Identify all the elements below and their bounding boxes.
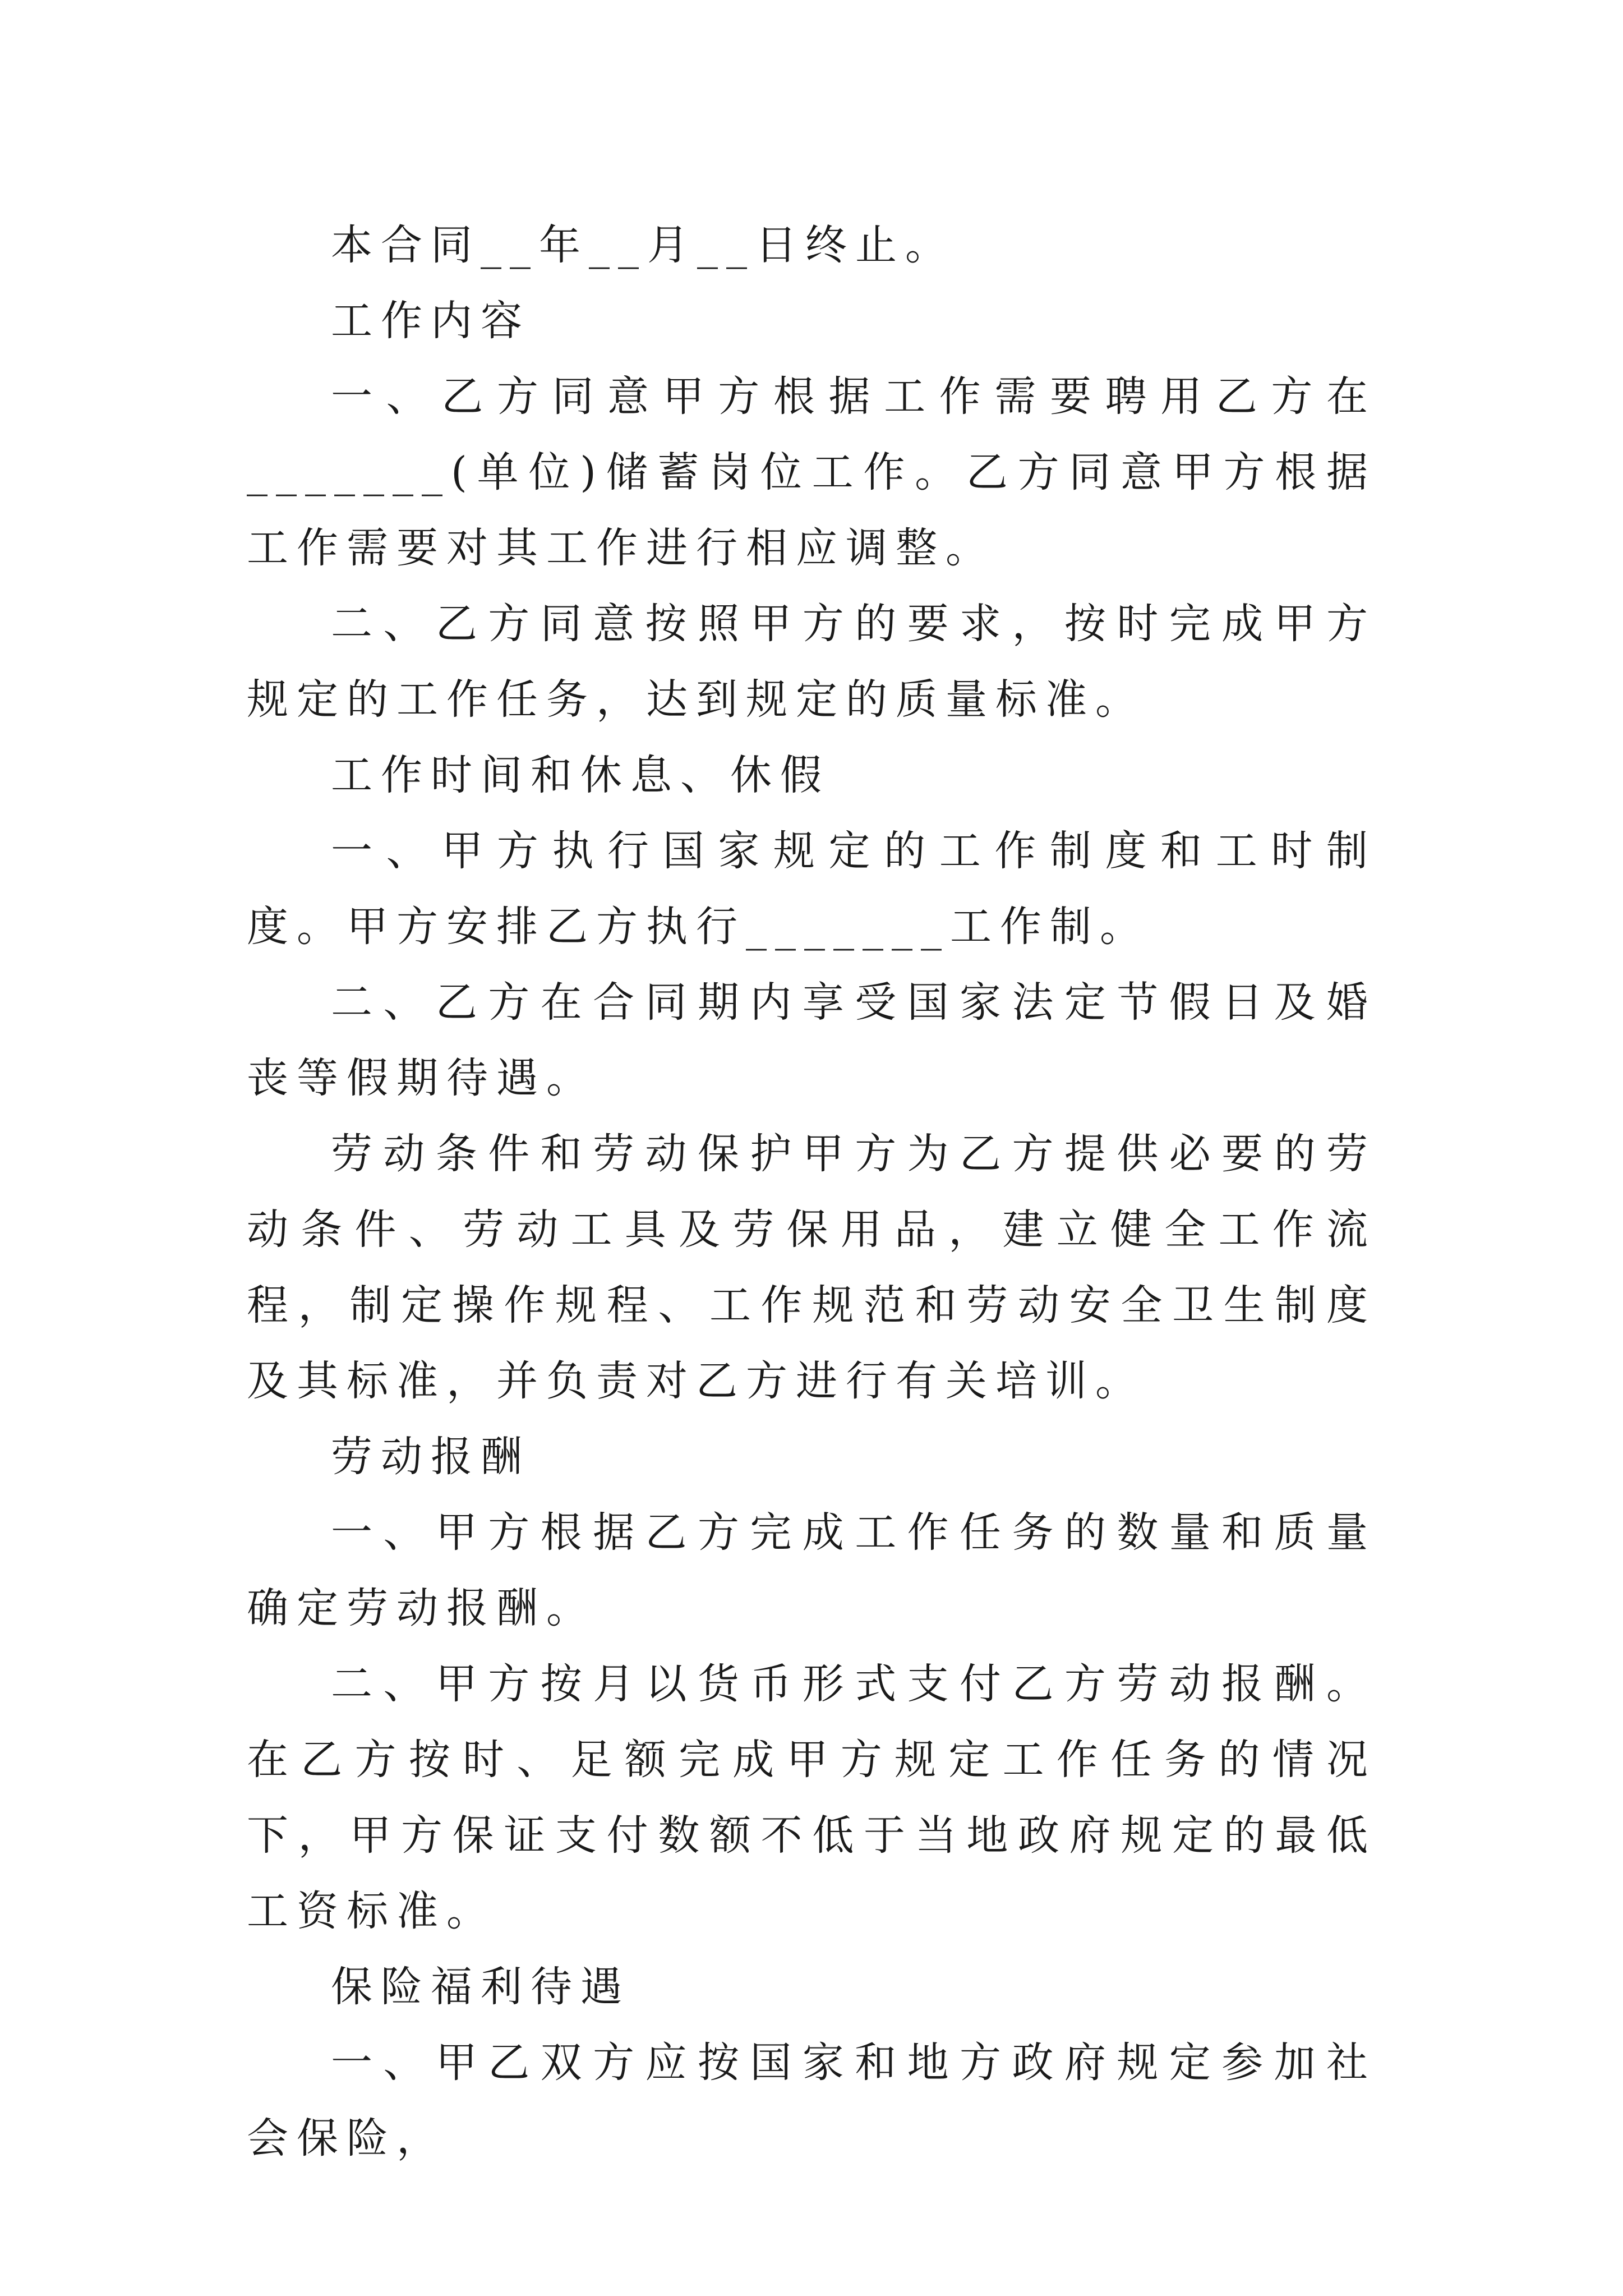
section-heading-work-content: 工作内容 xyxy=(331,297,531,345)
section-heading-insurance-benefits: 保险福利待遇 xyxy=(331,1963,630,2011)
section-heading-remuneration: 劳动报酬 xyxy=(331,1433,531,1481)
contract-end-date-line: 本合同__年__月__日终止。 xyxy=(331,221,955,269)
paragraph-work-content-2: 二、乙方同意按照甲方的要求，按时完成甲方规定的工作任务，达到规定的质量标准。 xyxy=(247,600,1376,724)
paragraph-labor-conditions: 劳动条件和劳动保护甲方为乙方提供必要的劳动条件、劳动工具及劳保用品，建立健全工作流程，制定操作规程、工作规范和劳动安全卫生制度及其标准，并负责对乙方进行有关培训。 xyxy=(247,1130,1376,1405)
paragraph-remuneration-2: 二、甲方按月以货币形式支付乙方劳动报酬。在乙方按时、足额完成甲方规定工作任务的情况下，甲方保证支付数额不低于当地政府规定的最低工资标准。 xyxy=(247,1660,1376,1935)
paragraph-working-hours-1: 一、甲方执行国家规定的工作制度和工时制度。甲方安排乙方执行_______工作制。 xyxy=(247,827,1376,951)
paragraph-work-content-1: 一、乙方同意甲方根据工作需要聘用乙方在_______(单位)储蓄岗位工作。乙方同意甲方根据工作需要对其工作进行相应调整。 xyxy=(247,372,1376,572)
paragraph-remuneration-1: 一、甲方根据乙方完成工作任务的数量和质量确定劳动报酬。 xyxy=(247,1508,1376,1632)
section-heading-working-hours: 工作时间和休息、休假 xyxy=(331,751,830,799)
paragraph-working-hours-2: 二、乙方在合同期内享受国家法定节假日及婚丧等假期待遇。 xyxy=(247,978,1376,1102)
document-body xyxy=(247,208,1376,2177)
paragraph-insurance-1: 一、甲乙双方应按国家和地方政府规定参加社会保险， xyxy=(247,2039,1376,2162)
